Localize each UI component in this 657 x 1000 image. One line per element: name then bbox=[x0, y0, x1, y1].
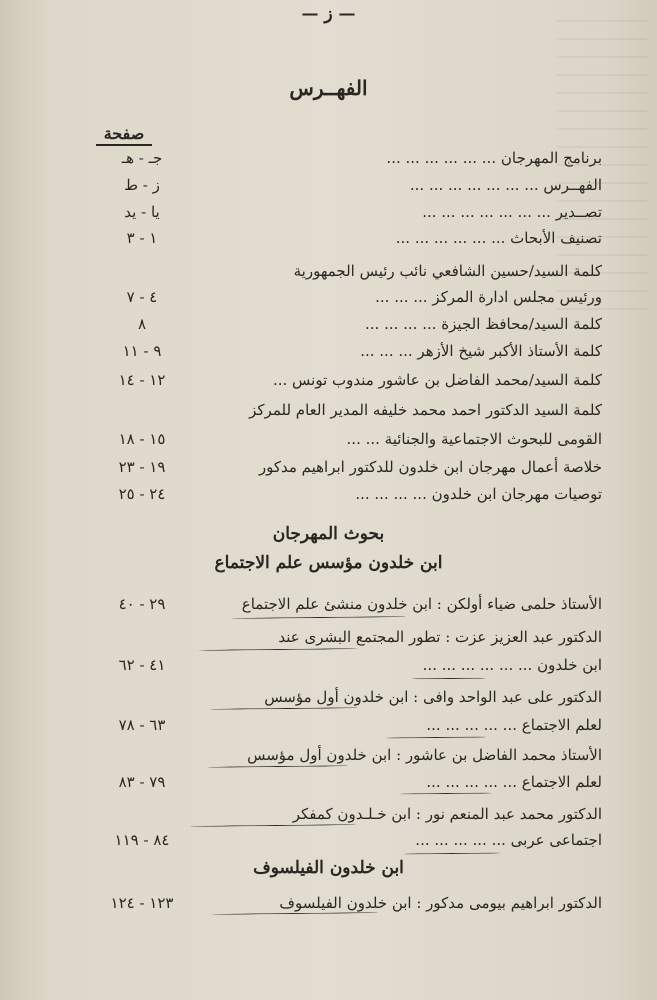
toc-entry-text: تصنيف الأبحاث ... ... ... ... ... ... bbox=[395, 229, 602, 247]
toc-entry-pages: ٧٩ - ٨٣ bbox=[118, 773, 166, 791]
toc-entry-pages: ١٢٣ - ١٢٤ bbox=[110, 894, 174, 912]
toc-entry-pages: يا - يد bbox=[124, 203, 160, 221]
toc-entry-text: اجتماعى عربى ... ... ... ... ... bbox=[415, 831, 602, 849]
section-heading: بحوث المهرجان bbox=[272, 524, 385, 544]
pen-underline bbox=[232, 616, 406, 619]
toc-entry-text: كلمة السيد/محافظ الجيزة ... ... ... ... bbox=[365, 315, 602, 333]
toc-entry-text: لعلم الاجتماع ... ... ... ... ... bbox=[426, 716, 602, 734]
toc-entry-text: كلمة الأستاذ الأكبر شيخ الأزهر ... ... ... bbox=[360, 342, 602, 360]
toc-entry-text: الدكتور محمد عبد المنعم نور : ابن خـلـدون كمفكر bbox=[292, 805, 602, 823]
toc-entry-text: كلمة السيد/محمد الفاضل بن عاشور مندوب تونس ... bbox=[272, 371, 602, 389]
toc-entry-text: تصــدير ... ... ... ... ... ... ... bbox=[422, 203, 602, 221]
pen-underline bbox=[208, 765, 348, 767]
toc-entry-text: الدكتور عبد العزيز عزت : تطور المجتمع البشرى عند bbox=[278, 628, 602, 646]
toc-entry-text: الفهــرس ... ... ... ... ... ... ... bbox=[409, 176, 602, 194]
toc-entry-pages: ١٢ - ١٤ bbox=[118, 371, 166, 389]
toc-entry-pages: ٢٩ - ٤٠ bbox=[118, 595, 166, 613]
toc-entry-pages: ٨٤ - ١١٩ bbox=[114, 831, 170, 849]
toc-entry-text: كلمة السيد الدكتور احمد محمد خليفه المدير العام للمركز bbox=[249, 401, 602, 419]
subsection-heading: ابن خلدون الفيلسوف bbox=[253, 858, 404, 878]
toc-entry-text: كلمة السيد/حسين الشافعي نائب رئيس الجمهورية bbox=[293, 262, 602, 280]
pen-underline bbox=[210, 707, 358, 710]
toc-entry-pages: ١٥ - ١٨ bbox=[118, 430, 166, 448]
toc-entry-text: ورئيس مجلس ادارة المركز ... ... ... bbox=[375, 288, 602, 306]
toc-entry-pages: ١ - ٣ bbox=[126, 229, 158, 247]
toc-entry-text: الأستاذ حلمى ضياء أولكن : ابن خلدون منشئ علم الاجتماع bbox=[241, 595, 602, 613]
toc-entry-text: الأستاذ محمد الفاضل بن عاشور : ابن خلدون أول مؤسس bbox=[247, 746, 602, 764]
toc-entry-pages: ٤ - ٧ bbox=[126, 288, 158, 306]
toc-entry-pages: ز - ط bbox=[124, 176, 160, 194]
pen-underline bbox=[404, 852, 500, 854]
toc-entry-text: لعلم الاجتماع ... ... ... ... ... bbox=[426, 773, 602, 791]
toc-entry-text: ابن خلدون ... ... ... ... ... ... bbox=[422, 656, 602, 674]
pen-underline bbox=[198, 648, 358, 651]
toc-entry-text: توصيات مهرجان ابن خلدون ... ... ... ... bbox=[355, 485, 602, 503]
toc-entry-pages: ٨ bbox=[137, 315, 147, 333]
toc-entry-pages: جـ - هـ bbox=[121, 149, 163, 167]
toc-entry-text: الدكتور على عبد الواحد وافى : ابن خلدون أول مؤسس bbox=[264, 688, 602, 706]
toc-entry-text: القومى للبحوث الاجتماعية والجنائية ... ... bbox=[346, 430, 602, 448]
pen-underline bbox=[212, 912, 378, 915]
toc-entry-pages: ٩ - ١١ bbox=[122, 342, 162, 360]
toc-entry-pages: ٦٣ - ٧٨ bbox=[118, 716, 166, 734]
pen-underline bbox=[400, 793, 492, 795]
toc-entry-pages: ٢٤ - ٢٥ bbox=[118, 485, 166, 503]
toc-entry-text: خلاصة أعمال مهرجان ابن خلدون للدكتور ابراهيم مدكور bbox=[258, 458, 602, 476]
page-title: الفهــرس bbox=[289, 76, 368, 100]
page-column-header: صفحة bbox=[96, 124, 152, 146]
page-number: — ز — bbox=[301, 4, 356, 24]
toc-entry-pages: ٤١ - ٦٢ bbox=[118, 656, 166, 674]
toc-entry-text: برنامج المهرجان ... ... ... ... ... ... bbox=[386, 149, 602, 167]
subsection-heading: ابن خلدون مؤسس علم الاجتماع bbox=[214, 553, 443, 573]
pen-underline bbox=[412, 678, 486, 680]
pen-underline bbox=[386, 736, 486, 738]
toc-entry-text: الدكتور ابراهيم بيومى مدكور : ابن خلدون الفيلسوف bbox=[279, 894, 602, 912]
toc-entry-pages: ١٩ - ٢٣ bbox=[118, 458, 166, 476]
pen-underline bbox=[190, 824, 356, 827]
